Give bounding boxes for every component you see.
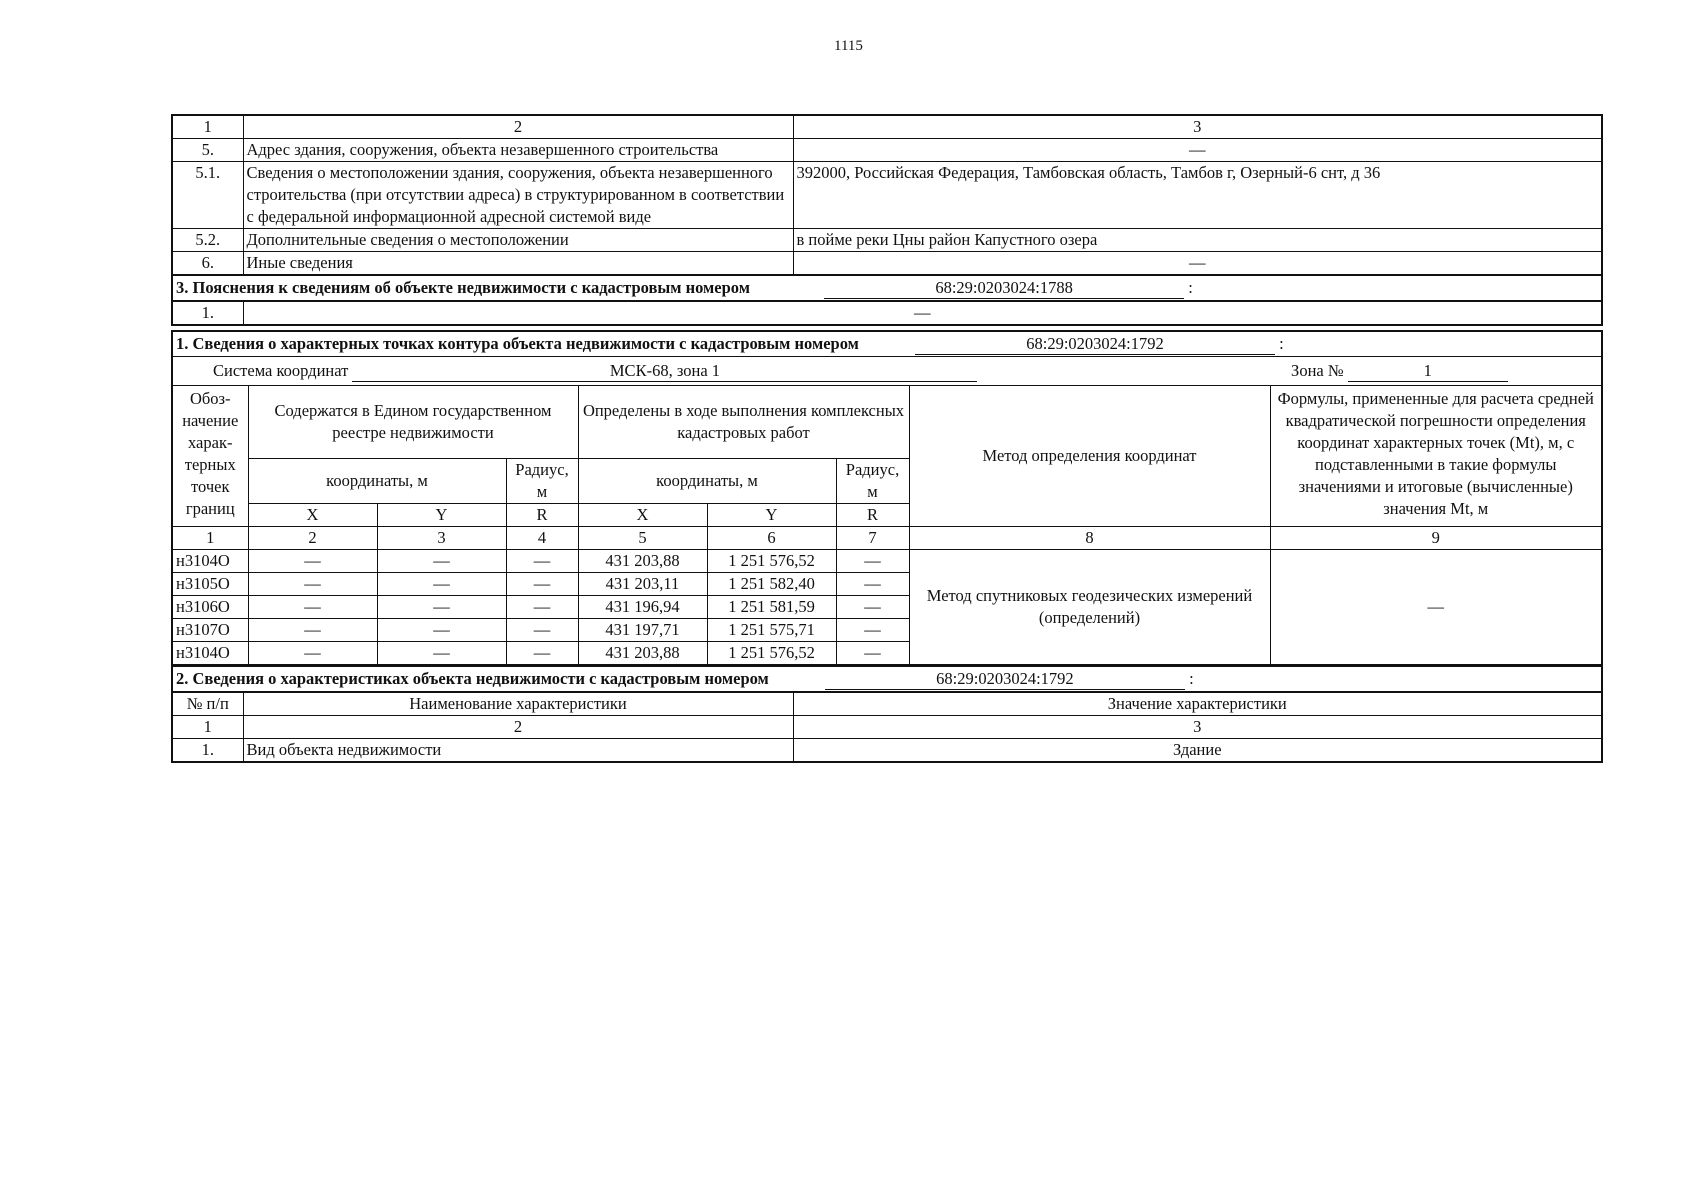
point-r-egrn: — (506, 596, 578, 619)
row-value: 392000, Российская Федерация, Тамбовская область, Тамбов г, Озерный-6 снт, д 36 (793, 162, 1602, 229)
point-x: 431 197,71 (578, 619, 707, 642)
page-number: 1115 (834, 38, 863, 54)
column-number: 8 (909, 527, 1270, 550)
axis-x: X (248, 504, 377, 527)
point-x-egrn: — (248, 596, 377, 619)
point-x: 431 196,94 (578, 596, 707, 619)
column-number: 9 (1270, 527, 1602, 550)
col-coords: координаты, м (248, 459, 506, 504)
section3-title-row (172, 275, 1602, 301)
col-complex: Определены в ходе выполнения комплексных кадастровых работ (578, 386, 909, 459)
header-cell: 2 (243, 115, 793, 139)
row-value: в пойме реки Цны район Капустного озера (793, 229, 1602, 252)
col-radius: Радиус, м (506, 459, 578, 504)
table-row (172, 550, 1602, 573)
point-y: 1 251 575,71 (707, 619, 836, 642)
table-row (172, 229, 1602, 252)
zone-label: Зона № (1291, 361, 1344, 380)
characteristics-table (171, 666, 1603, 763)
zone-value: 1 (1348, 361, 1508, 382)
point-x: 431 203,88 (578, 642, 707, 666)
row-name: Адрес здания, сооружения, объекта незавершенного строительства (243, 139, 793, 162)
point-x-egrn: — (248, 619, 377, 642)
column-number: 7 (836, 527, 909, 550)
col-coords: координаты, м (578, 459, 836, 504)
header-row (172, 692, 1602, 716)
point-x: 431 203,11 (578, 573, 707, 596)
col-method: Метод определения координат (909, 386, 1270, 527)
col-name: Наименование характеристики (243, 692, 793, 716)
axis-x: X (578, 504, 707, 527)
point-name: н3106О (172, 596, 248, 619)
coord-system-row (172, 357, 1602, 386)
point-y-egrn: — (377, 642, 506, 666)
points-table (171, 330, 1603, 666)
point-x-egrn: — (248, 642, 377, 666)
column-number: 3 (377, 527, 506, 550)
section1-title: 1. Сведения о характерных точках контура объекта недвижимости с кадастровым номером (176, 334, 859, 353)
section3-cadastral-number: 68:29:0203024:1788 (824, 278, 1184, 299)
column-number: 4 (506, 527, 578, 550)
column-number: 2 (243, 716, 793, 739)
point-y: 1 251 581,59 (707, 596, 836, 619)
row-number: 5. (172, 139, 243, 162)
point-r: — (836, 619, 909, 642)
header-cell: 3 (793, 115, 1602, 139)
column-number: 6 (707, 527, 836, 550)
section1-cadastral-number: 68:29:0203024:1792 (915, 334, 1275, 355)
col-value: Значение характеристики (793, 692, 1602, 716)
row-name: Вид объекта недвижимости (243, 739, 793, 763)
point-y-egrn: — (377, 550, 506, 573)
point-r: — (836, 573, 909, 596)
colon: : (1279, 334, 1284, 353)
row-number: 1. (172, 301, 243, 325)
header-cell: 1 (172, 115, 243, 139)
row-value: Здание (793, 739, 1602, 763)
colon: : (1189, 669, 1194, 688)
coord-system-label: Система координат (213, 361, 349, 380)
point-r-egrn: — (506, 642, 578, 666)
row-value: — (793, 139, 1602, 162)
row-number: 1. (172, 739, 243, 763)
section2-title: 2. Сведения о характеристиках объекта недвижимости с кадастровым номером (176, 669, 769, 688)
axis-r: R (506, 504, 578, 527)
column-number: 1 (172, 716, 243, 739)
section2-title-row (172, 667, 1602, 693)
column-number: 1 (172, 527, 248, 550)
row-number: 5.2. (172, 229, 243, 252)
column-number: 5 (578, 527, 707, 550)
point-y-egrn: — (377, 596, 506, 619)
point-y: 1 251 576,52 (707, 642, 836, 666)
row-name: Сведения о местоположении здания, сооружения, объекта незавершенного строительства (при отсутствии адреса) в структурированном в соответствии с федеральной информационной адресной системой виде (243, 162, 793, 229)
column-number: 3 (793, 716, 1602, 739)
row-number: 6. (172, 252, 243, 276)
colon: : (1188, 278, 1193, 297)
row-value: — (793, 252, 1602, 276)
section1-title-row (172, 331, 1602, 357)
table-row (172, 252, 1602, 276)
document-body (171, 114, 1603, 763)
table-row (172, 739, 1602, 763)
section3-title: 3. Пояснения к сведениям об объекте недвижимости с кадастровым номером (176, 278, 750, 297)
col-designation: Обоз-начение харак-терных точек границ (172, 386, 248, 527)
point-r-egrn: — (506, 550, 578, 573)
row-number: 5.1. (172, 162, 243, 229)
point-r-egrn: — (506, 573, 578, 596)
col-egrn: Содержатся в Едином государственном реестре недвижимости (248, 386, 578, 459)
table-row (172, 162, 1602, 229)
axis-y: Y (707, 504, 836, 527)
table-row (172, 139, 1602, 162)
points-header-row (172, 386, 1602, 459)
point-name: н3104О (172, 550, 248, 573)
col-radius: Радиус, м (836, 459, 909, 504)
point-name: н3105О (172, 573, 248, 596)
point-name: н3107О (172, 619, 248, 642)
column-numbers-row (172, 527, 1602, 550)
row-name: Иные сведения (243, 252, 793, 276)
point-x: 431 203,88 (578, 550, 707, 573)
section3-row (172, 301, 1602, 325)
point-x-egrn: — (248, 573, 377, 596)
column-numbers-row (172, 716, 1602, 739)
point-y: 1 251 582,40 (707, 573, 836, 596)
point-r: — (836, 596, 909, 619)
point-y: 1 251 576,52 (707, 550, 836, 573)
point-r: — (836, 550, 909, 573)
point-x-egrn: — (248, 550, 377, 573)
formulas-value: — (1270, 550, 1602, 666)
col-formulas: Формулы, примененные для расчета средней квадратической погрешности определения координат характерных точек (Mt), м, с подставленными в такие формулы значениями и итоговые (вычисленные) значения Mt, м (1270, 386, 1602, 527)
section2-cadastral-number: 68:29:0203024:1792 (825, 669, 1185, 690)
point-y-egrn: — (377, 619, 506, 642)
axis-y: Y (377, 504, 506, 527)
row-value: — (243, 301, 1602, 325)
coord-system-value: МСК-68, зона 1 (352, 361, 977, 382)
axis-r: R (836, 504, 909, 527)
header-row (172, 115, 1602, 139)
method-value: Метод спутниковых геодезических измерений (определений) (909, 550, 1270, 666)
point-name: н3104О (172, 642, 248, 666)
row-name: Дополнительные сведения о местоположении (243, 229, 793, 252)
column-number: 2 (248, 527, 377, 550)
address-table (171, 114, 1603, 326)
point-r: — (836, 642, 909, 666)
point-y-egrn: — (377, 573, 506, 596)
col-num: № п/п (172, 692, 243, 716)
point-r-egrn: — (506, 619, 578, 642)
